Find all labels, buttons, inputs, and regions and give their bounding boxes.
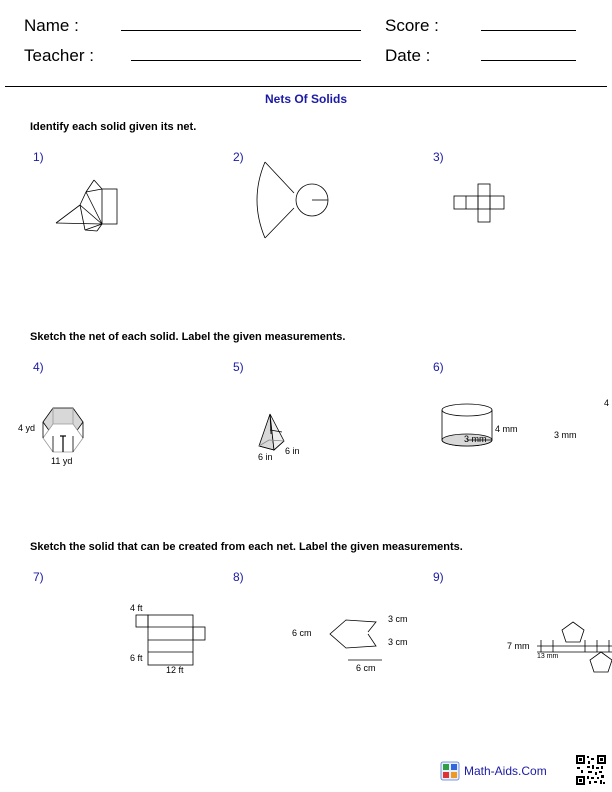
problem-6-label-radius-extra: 3 mm [554, 430, 577, 440]
section-3-instruction: Sketch the solid that can be created from each net. Label the given measurements. [30, 541, 463, 553]
header-divider [5, 86, 607, 87]
problem-5-label-base: 6 in [258, 452, 273, 462]
name-line[interactable] [121, 30, 361, 31]
problem-4-label-base: 11 yd [51, 456, 73, 466]
problem-9-number: 9) [433, 570, 444, 584]
problem-8-label-base: 6 cm [356, 663, 376, 673]
section-1-instruction: Identify each solid given its net. [30, 121, 197, 133]
problem-5-number: 5) [233, 360, 244, 374]
teacher-line[interactable] [131, 60, 361, 61]
problem-9-figure [505, 618, 612, 680]
problem-8-figure [290, 612, 415, 676]
problem-6-label-radius: 3 mm [464, 434, 487, 444]
problem-7-figure [128, 600, 210, 676]
problem-5-label-height: 6 in [285, 446, 300, 456]
problem-4-number: 4) [33, 360, 44, 374]
calculator-icon [440, 761, 460, 781]
score-line[interactable] [481, 30, 576, 31]
date-label: Date : [385, 46, 431, 65]
problem-9-label-height: 7 mm [507, 641, 530, 651]
brand-name[interactable]: Math-Aids.Com [464, 764, 547, 778]
problem-7-label-height: 6 ft [130, 653, 143, 663]
problem-7-number: 7) [33, 570, 44, 584]
problem-6-number: 6) [433, 360, 444, 374]
problem-6-label-height: 4 mm [495, 424, 518, 434]
date-line[interactable] [481, 60, 576, 61]
qr-code [576, 755, 606, 785]
problem-3-figure [452, 180, 507, 225]
problem-6-figure [438, 398, 612, 458]
problem-7-label-length: 12 ft [166, 665, 184, 675]
problem-8-label-bottom: 3 cm [388, 637, 408, 647]
problem-9-label-side: 13 mm [537, 653, 559, 660]
name-label: Name : [24, 16, 79, 35]
problem-8-number: 8) [233, 570, 244, 584]
problem-2-figure [255, 160, 335, 240]
problem-7-label-width: 4 ft [130, 603, 143, 613]
problem-5-figure [252, 410, 312, 465]
problem-4-figure [15, 402, 95, 470]
section-2-instruction: Sketch the net of each solid. Label the given measurements. [30, 331, 346, 343]
problem-4-label-height: 4 yd [18, 423, 36, 433]
problem-1-number: 1) [33, 150, 44, 164]
problem-8-label-top: 3 cm [388, 614, 408, 624]
problem-3-number: 3) [433, 150, 444, 164]
problem-2-number: 2) [233, 150, 244, 164]
score-label: Score : [385, 16, 439, 35]
worksheet-title: Nets Of Solids [264, 92, 347, 106]
problem-6-label-edge: 4 [604, 398, 610, 408]
problem-1-figure [50, 175, 125, 240]
problem-8-label-left: 6 cm [292, 628, 312, 638]
teacher-label: Teacher : [24, 46, 94, 65]
